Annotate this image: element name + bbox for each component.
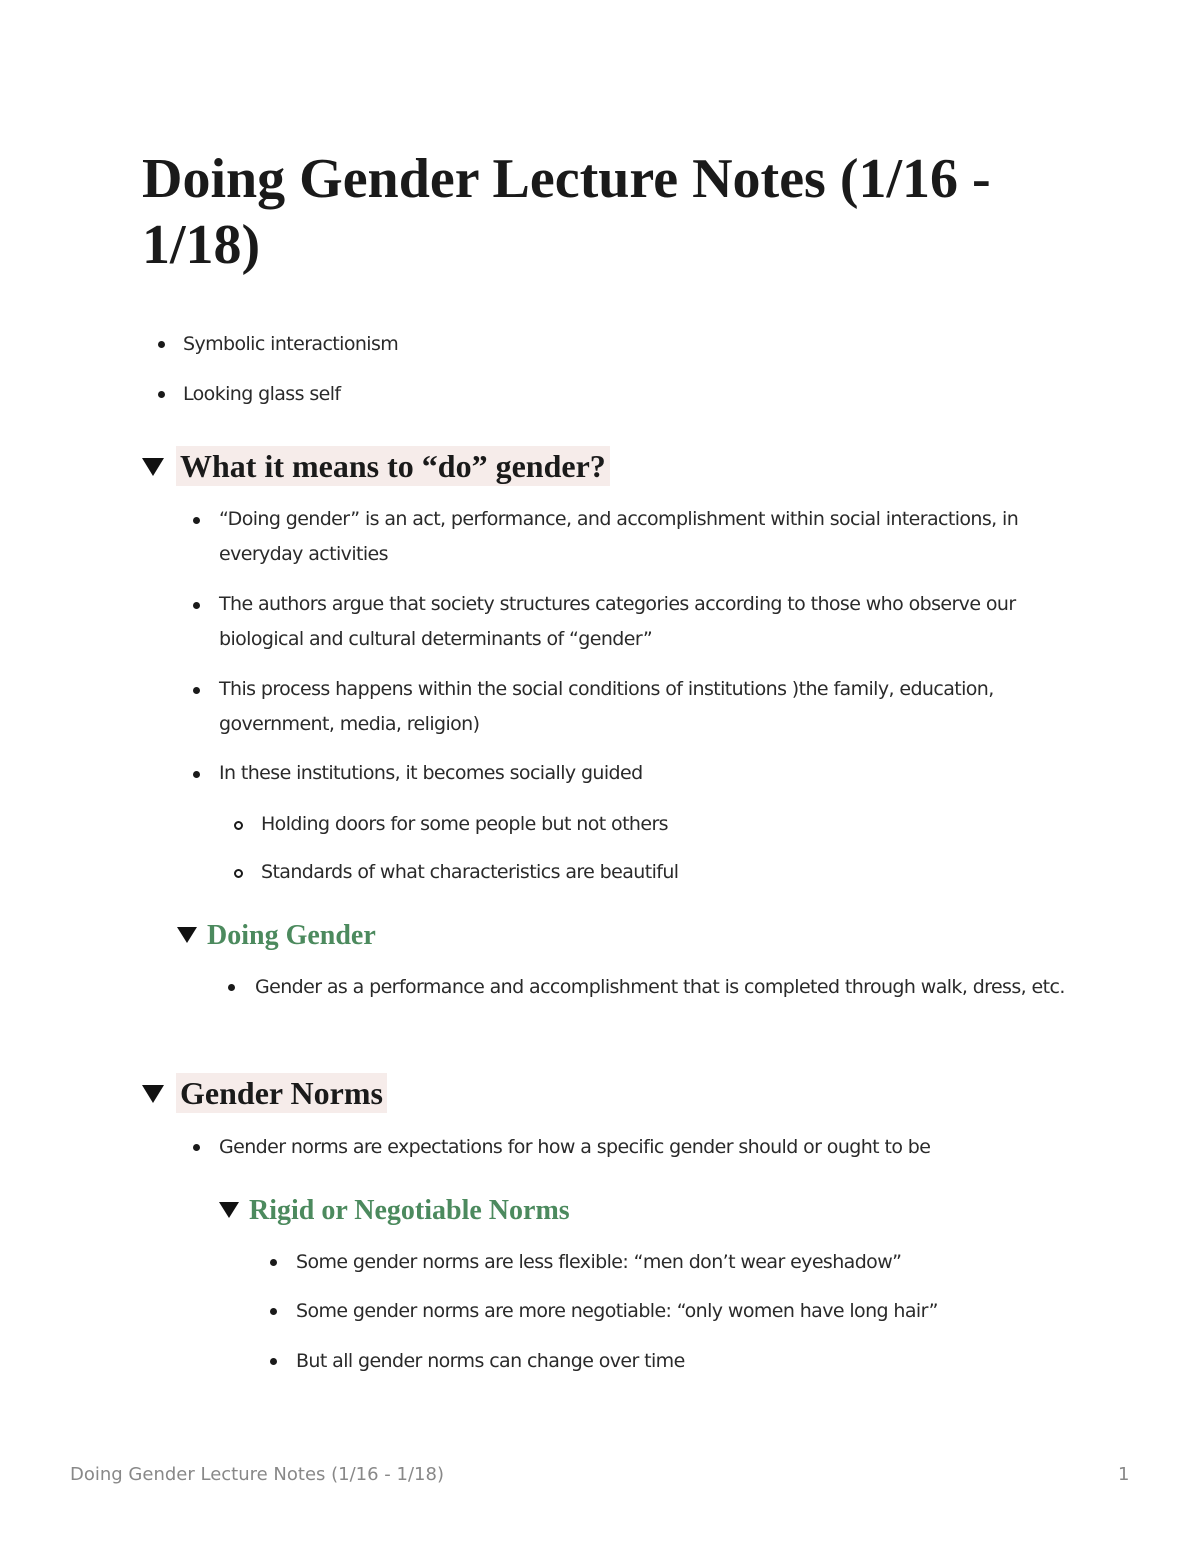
list-item: Holding doors for some people but not others — [261, 813, 668, 835]
section-heading: Gender Norms — [176, 1073, 387, 1113]
list-item: Some gender norms are less flexible: “men don’t wear eyeshadow” — [296, 1251, 902, 1273]
toggle-heading-doing-gender[interactable] — [177, 920, 376, 952]
bullet-dot — [270, 1358, 277, 1365]
list-item: Symbolic interactionism — [183, 333, 399, 355]
bullet-dot — [193, 771, 200, 778]
bullet-dot — [228, 984, 235, 991]
hollow-bullet — [234, 821, 243, 830]
bullet-dot — [158, 391, 165, 398]
page-number: 1 — [1118, 1464, 1130, 1485]
subsection-heading: Rigid or Negotiable Norms — [249, 1195, 570, 1226]
page-title: Doing Gender Lecture Notes (1/16 - 1/18) — [142, 148, 991, 276]
bullet-dot — [193, 602, 200, 609]
toggle-triangle-icon[interactable] — [142, 458, 164, 476]
list-item: In these institutions, it becomes socially guided — [219, 762, 643, 784]
bullet-dot — [193, 517, 200, 524]
bullet-dot — [193, 1144, 200, 1151]
toggle-triangle-icon[interactable] — [219, 1202, 239, 1218]
list-item: The authors argue that society structures categories according to those who observe our biological and cultural determinants of “gender” — [219, 593, 1016, 650]
list-item: Looking glass self — [183, 383, 341, 405]
bullet-dot — [158, 341, 165, 348]
toggle-heading-do-gender[interactable] — [142, 448, 610, 485]
bullet-dot — [270, 1308, 277, 1315]
hollow-bullet — [234, 869, 243, 878]
list-item: Gender norms are expectations for how a specific gender should or ought to be — [219, 1136, 931, 1158]
subsection-heading: Doing Gender — [207, 920, 376, 951]
list-item: This process happens within the social conditions of institutions )the family, education, government, media, religion) — [219, 678, 994, 735]
list-item: “Doing gender” is an act, performance, and accomplishment within social interactions, in everyday activities — [219, 508, 1019, 565]
toggle-triangle-icon[interactable] — [177, 927, 197, 943]
toggle-triangle-icon[interactable] — [142, 1085, 164, 1103]
bullet-dot — [193, 687, 200, 694]
footer-title: Doing Gender Lecture Notes (1/16 - 1/18) — [70, 1464, 444, 1485]
list-item: Gender as a performance and accomplishment that is completed through walk, dress, etc. — [255, 976, 1065, 998]
bullet-dot — [270, 1259, 277, 1266]
section-heading: What it means to “do” gender? — [176, 446, 610, 486]
list-item: Some gender norms are more negotiable: “only women have long hair” — [296, 1300, 938, 1322]
list-item: Standards of what characteristics are beautiful — [261, 861, 679, 883]
toggle-heading-gender-norms[interactable] — [142, 1075, 387, 1112]
toggle-heading-rigid-norms[interactable] — [219, 1195, 570, 1227]
list-item: But all gender norms can change over time — [296, 1350, 685, 1372]
